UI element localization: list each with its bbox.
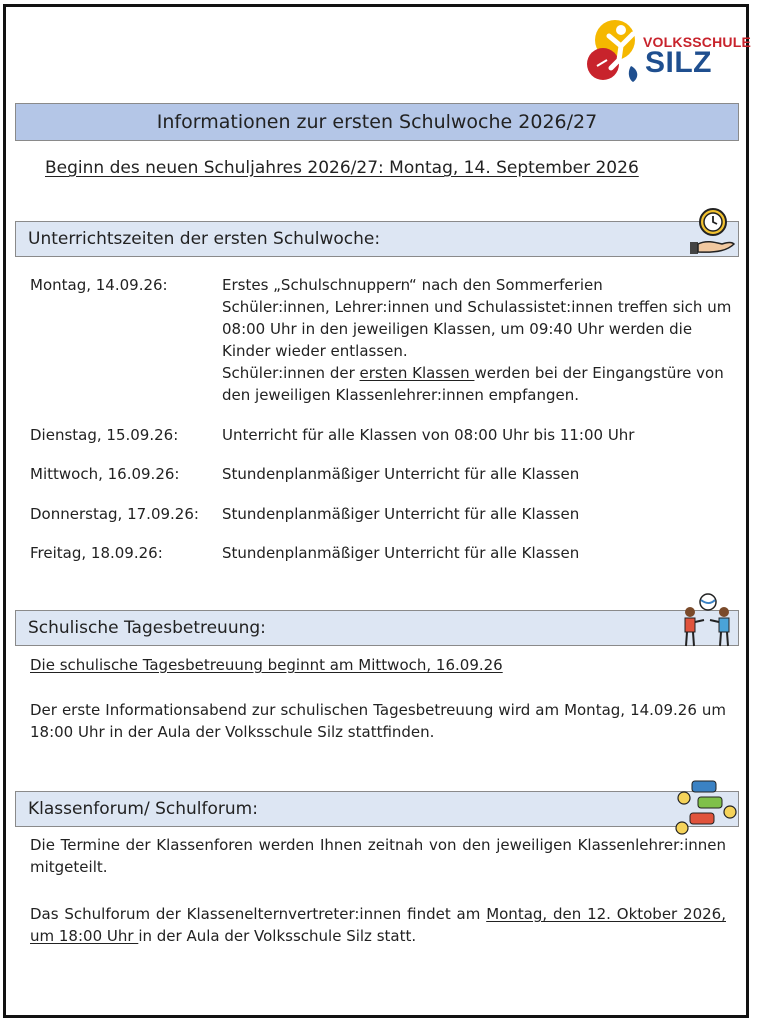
schedule-line: Erstes „Schulschnuppern“ nach den Sommerferien [222,276,603,294]
schedule-day: Mittwoch, 16.09.26: [30,465,180,483]
forum-text-part: in der Aula der Volksschule Silz statt. [138,927,417,945]
section-heading-unterricht [15,221,739,257]
schedule-line: Schüler:innen, Lehrer:innen und Schulassistet:innen treffen sich um [222,298,732,316]
schedule-row-friday [30,542,750,564]
schulforum-date: Montag, den 12. Oktober 2026, um 18:00 Uhr [30,905,726,945]
forum-text-1: Die Termine der Klassenforen werden Ihnen zeitnah von den jeweiligen Klassenlehrer:innen mitgeteilt. [30,836,726,876]
section-heading-forum [15,791,739,827]
page-title: Informationen zur ersten Schulwoche 2026/27 [15,103,739,141]
schedule-line: 08:00 Uhr in den jeweiligen Klassen, um 09:40 Uhr werden die [222,320,693,338]
section-heading-label: Schulische Tagesbetreuung: [28,618,266,638]
logo-figure-icon [583,16,645,88]
schedule-day: Freitag, 18.09.26: [30,544,163,562]
schedule-row-tuesday [30,424,750,446]
schedule-line: Kinder wieder entlassen. [222,342,408,360]
children-playing-icon [678,592,736,650]
schedule-line [222,362,732,384]
betreuung-info: Der erste Informationsabend zur schulischen Tagesbetreuung wird am Montag, 14.09.26 um 18:00 Uhr in der Aula der Volksschule Silz stattfinden. [30,701,726,741]
schedule-day: Montag, 14.09.26: [30,276,168,294]
chat-people-icon [672,778,738,840]
schedule-day: Dienstag, 15.09.26: [30,426,179,444]
section-heading-betreuung [15,610,739,646]
schedule-row-wednesday [30,463,750,485]
schedule-day: Donnerstag, 17.09.26: [30,505,199,523]
first-classes-underlined: ersten Klassen [359,364,475,382]
schedule-text: Unterricht für alle Klassen von 08:00 Uhr bis 11:00 Uhr [222,426,635,444]
schedule-row-thursday [30,503,750,525]
logo-text-line2: SILZ [645,46,712,79]
forum-text-part: Das Schulforum der Klassenelternvertreter:innen findet am [30,905,487,923]
schedule-line: den jeweiligen Klassenlehrer:innen empfangen. [222,386,579,404]
school-year-start: Beginn des neuen Schuljahres 2026/27: Montag, 14. September 2026 [45,158,639,178]
schedule-text-part: Schüler:innen der [222,364,360,382]
section-heading-label: Unterrichtszeiten der ersten Schulwoche: [28,229,381,249]
schedule-text: Stundenplanmäßiger Unterricht für alle Klassen [222,465,580,483]
schedule-text-part: werden bei der Eingangstüre von [474,364,724,382]
schedule-text: Stundenplanmäßiger Unterricht für alle Klassen [222,544,580,562]
logo-text-line1: VOLKSSCHULE [643,34,751,50]
schedule-text: Stundenplanmäßiger Unterricht für alle Klassen [222,505,580,523]
section-heading-label: Klassenforum/ Schulforum: [28,799,258,819]
schedule-row-monday [30,274,750,409]
schedule-text [222,274,732,406]
forum-text-2 [30,903,726,947]
school-logo [583,16,751,88]
clock-in-hand-icon [688,206,736,256]
betreuung-start: Die schulische Tagesbetreuung beginnt am Mittwoch, 16.09.26 [30,656,503,674]
